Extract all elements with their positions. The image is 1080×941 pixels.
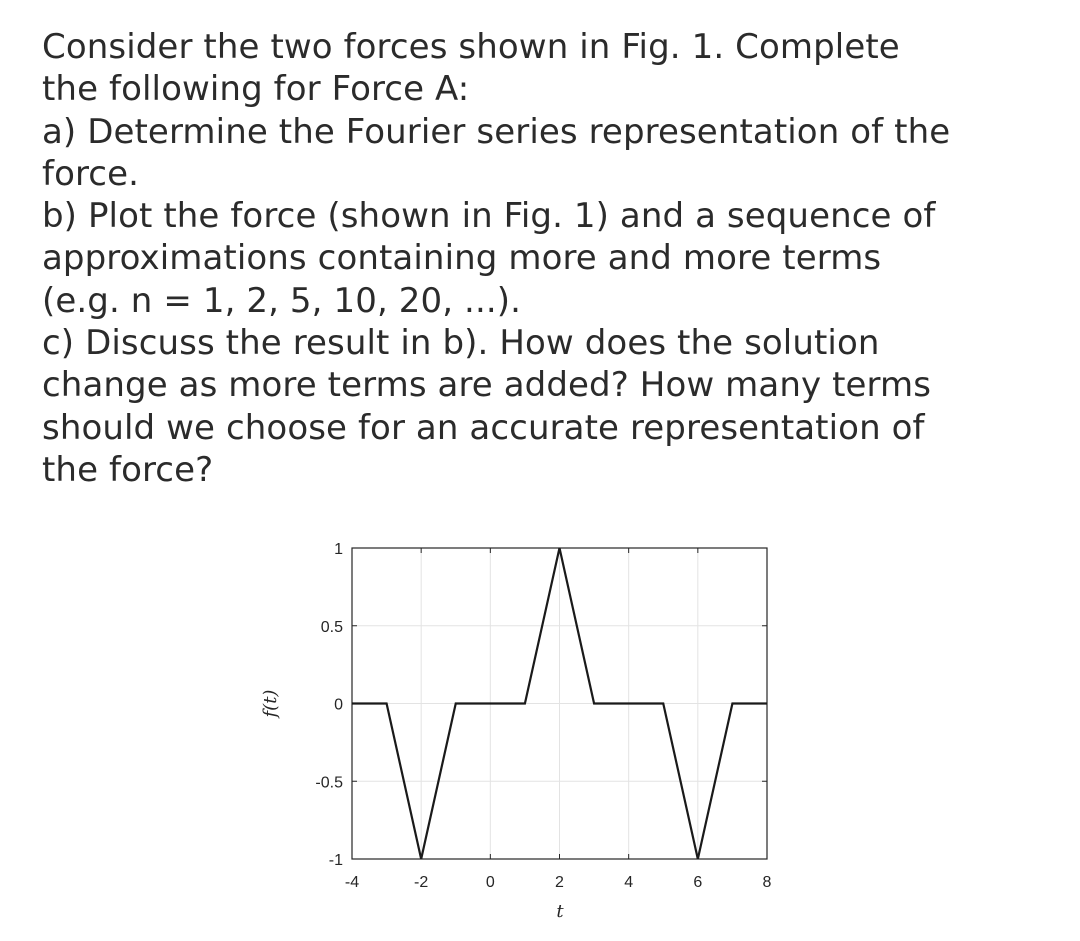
y-axis-label: f(t): [260, 689, 281, 718]
question-line: Consider the two forces shown in Fig. 1. Complete: [42, 27, 900, 67]
question-line: a) Determine the Fourier series representation of the: [42, 111, 951, 152]
question-line: change as more terms are added? How many terms: [42, 365, 932, 406]
question-line: the force?: [42, 449, 214, 490]
question-line: c) Discuss the result in b). How does the solution: [42, 323, 880, 364]
x-tick-label: 6: [693, 874, 703, 891]
question-line: approximations containing more and more terms: [42, 238, 882, 279]
x-tick-label: -4: [344, 874, 360, 891]
x-tick-label: 8: [762, 874, 772, 891]
y-tick-label: 0.5: [320, 618, 343, 636]
x-tick-label: 4: [624, 874, 634, 891]
x-tick-label: 0: [485, 874, 495, 891]
question-line: should we choose for an accurate representation of: [42, 407, 925, 448]
y-tick-label: -1: [328, 852, 343, 869]
y-tick-label: -0.5: [315, 774, 343, 792]
question-line: force.: [42, 153, 140, 194]
grid-lines: [352, 548, 767, 859]
question-line: the following for Force A:: [42, 69, 470, 110]
x-tick-label: -2: [414, 874, 429, 891]
y-tick-label: 0: [334, 696, 343, 714]
question-line: b) Plot the force (shown in Fig. 1) and a sequence of: [42, 196, 936, 237]
x-tick-label: 2: [555, 874, 564, 891]
question-line: (e.g. n = 1, 2, 5, 10, 20, ...).: [42, 280, 522, 321]
x-axis-label: t: [556, 901, 564, 922]
y-tick-label: 1: [334, 541, 343, 558]
